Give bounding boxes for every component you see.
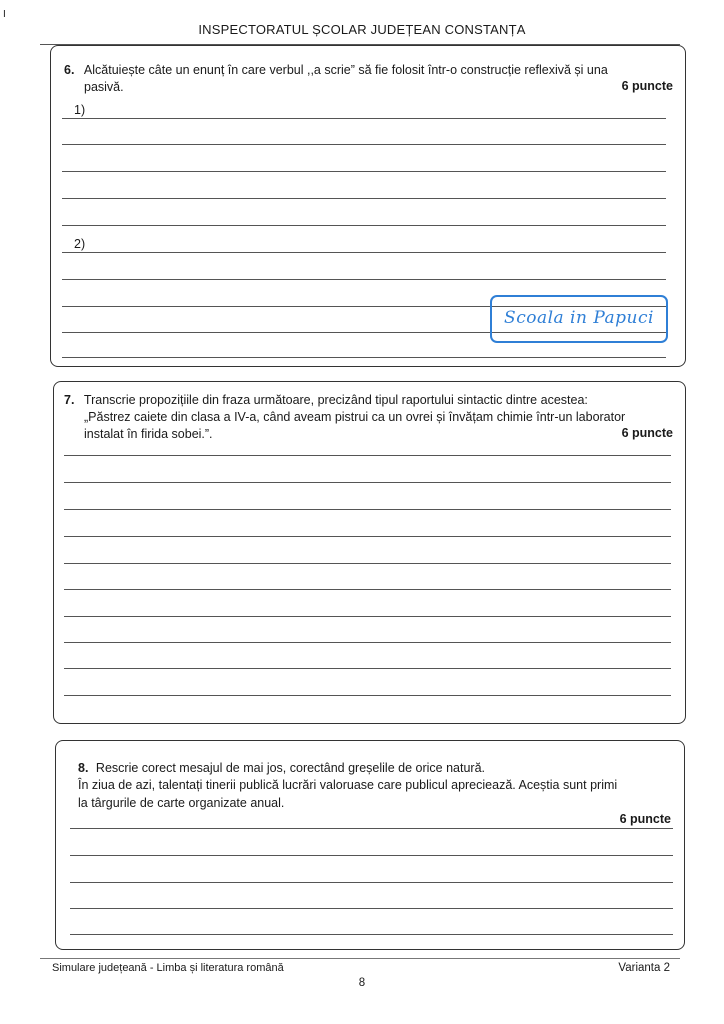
writing-line[interactable]	[64, 589, 671, 590]
question-6-text-line-2: pasivă.	[84, 80, 124, 94]
writing-line[interactable]	[62, 225, 666, 226]
question-6-points: 6 puncte	[621, 79, 673, 93]
writing-line[interactable]	[62, 252, 666, 253]
writing-line[interactable]	[62, 198, 666, 199]
page-header-title: INSPECTORATUL ȘCOLAR JUDEȚEAN CONSTANȚA	[198, 22, 526, 37]
writing-line[interactable]	[64, 482, 671, 483]
writing-line[interactable]	[64, 509, 671, 510]
writing-line[interactable]	[62, 171, 666, 172]
question-8-points: 6 puncte	[619, 812, 671, 826]
question-6-text-line-1: Alcătuiește câte un enunț în care verbul ,,a scrie” să fie folosit într-o construcție reflexivă și una	[83, 63, 608, 77]
writing-line[interactable]	[64, 668, 671, 669]
writing-line[interactable]	[64, 616, 671, 617]
writing-line[interactable]	[62, 279, 666, 280]
writing-line[interactable]	[64, 563, 671, 564]
question-8-text-line-1: Rescrie corect mesajul de mai jos, corectând greșelile de orice natură.	[95, 761, 485, 775]
writing-line[interactable]	[64, 536, 671, 537]
question-7-points: 6 puncte	[621, 426, 673, 440]
footer-exam-title: Simulare județeană - Limba și literatura română	[52, 962, 284, 974]
question-6-label-1: 1)	[74, 103, 86, 117]
writing-line[interactable]	[70, 855, 673, 856]
writing-line[interactable]	[62, 357, 666, 358]
writing-line[interactable]	[62, 144, 666, 145]
question-7-number: 7.	[64, 393, 75, 407]
question-7-text-line-3: instalat în firida sobei.”.	[84, 427, 213, 441]
page-number: 8	[358, 977, 366, 989]
footer-variant: Varianta 2	[618, 962, 670, 974]
writing-line[interactable]	[70, 934, 673, 935]
question-8-number: 8.	[78, 761, 89, 775]
question-8-text-line-2: În ziua de azi, talentați tinerii publică lucrări valoruase care publicul apreciează. Aceștia sunt primi	[78, 778, 618, 792]
watermark-stamp: Scoala in Papuci	[490, 295, 668, 343]
writing-line[interactable]	[70, 908, 673, 909]
footer-divider	[40, 958, 680, 959]
question-6-label-2: 2)	[74, 237, 86, 251]
writing-line[interactable]	[62, 118, 666, 119]
question-8-text-line-3: la târgurile de carte organizate anual.	[78, 796, 285, 810]
writing-line[interactable]	[64, 695, 671, 696]
writing-line[interactable]	[70, 828, 673, 829]
writing-line[interactable]	[64, 455, 671, 456]
question-7-text-line-1: Transcrie propozițiile din fraza următoare, precizând tipul raportului sintactic dintre acestea:	[83, 393, 588, 407]
writing-line[interactable]	[64, 642, 671, 643]
question-7-text-line-2: „Păstrez caiete din clasa a IV-a, când aveam pistrui ca un ovrei și învățam chimie într-un laborator	[84, 410, 626, 424]
writing-line[interactable]	[70, 882, 673, 883]
question-6-number: 6.	[64, 63, 75, 77]
margin-mark: I	[3, 9, 6, 20]
